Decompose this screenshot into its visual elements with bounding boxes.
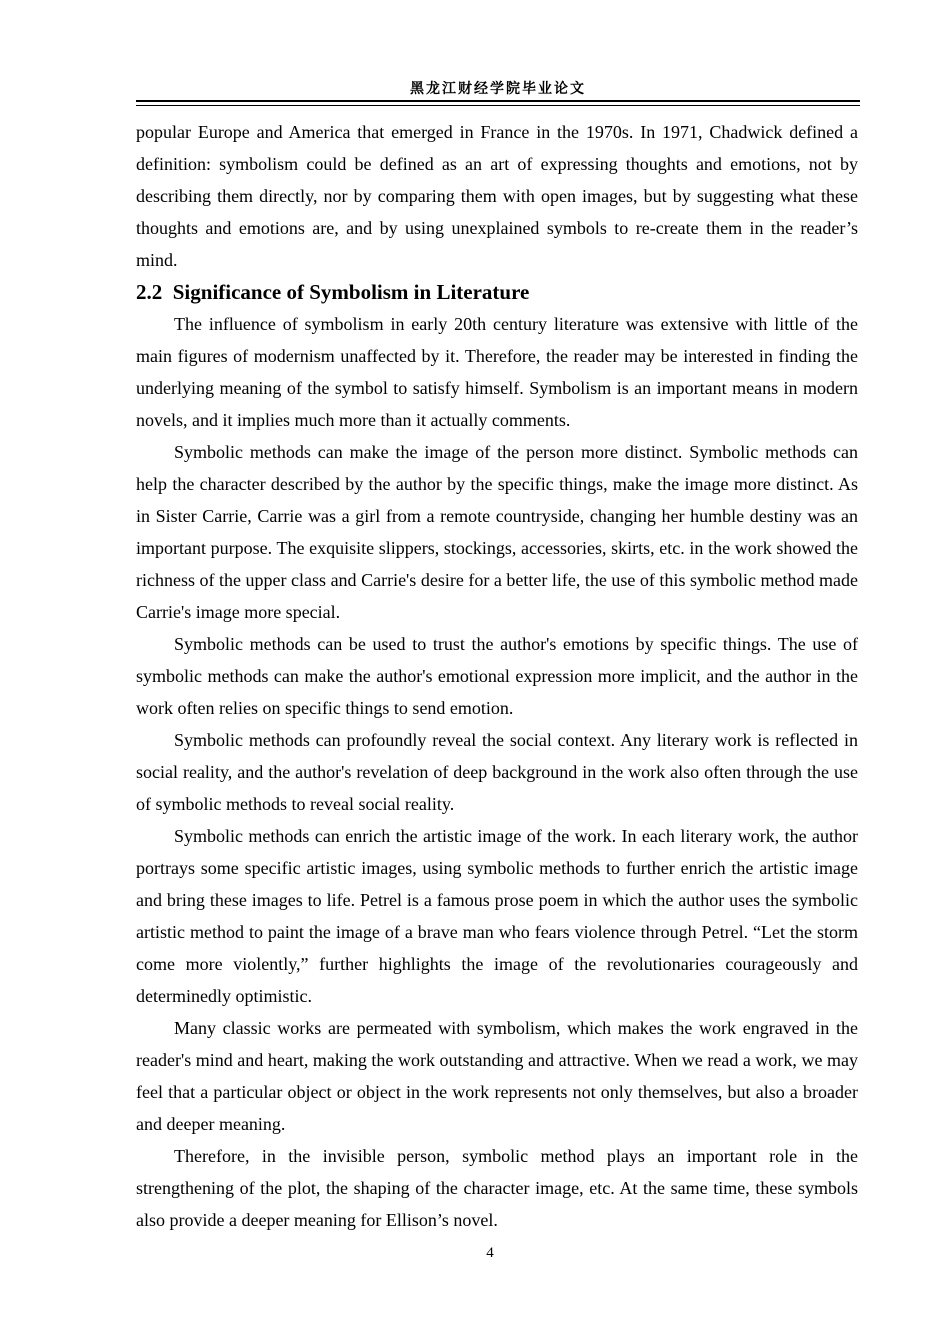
- body-paragraph: Many classic works are permeated with symbolism, which makes the work engraved in the reader's mind and heart, making the work outstanding and attractive. When we read a work, we may feel that a particular object or object in the work represents not only themselves, but also a broader and deeper meaning.: [136, 1018, 858, 1134]
- body-paragraph: Symbolic methods can enrich the artistic image of the work. In each literary work, the author portrays some specific artistic images, using symbolic methods to further enrich the artistic image and bring these images to life. Petrel is a famous prose poem in which the author uses the symbolic artistic method to paint the image of a brave man who fears violence through Petrel. “Let the storm come more violently,” further highlights the image of the revolutionaries courageously and determinedly optimistic.: [136, 826, 858, 1006]
- header-rule-thick: [136, 100, 860, 102]
- page-body: [136, 116, 858, 1236]
- body-paragraph: Symbolic methods can be used to trust the author's emotions by specific things. The use of symbolic methods can make the author's emotional expression more implicit, and the author in the work often relies on specific things to send emotion.: [136, 634, 858, 718]
- body-paragraph: Therefore, in the invisible person, symbolic method plays an important role in the strengthening of the plot, the shaping of the character image, etc. At the same time, these symbols also provide a deeper meaning for Ellison’s novel.: [136, 1146, 858, 1230]
- running-header: 黑龙江财经学院毕业论文: [410, 81, 586, 97]
- body-paragraph: The influence of symbolism in early 20th century literature was extensive with little of the main figures of modernism unaffected by it. Therefore, the reader may be interested in finding the underlying meaning of the symbol to satisfy himself. Symbolism is an important means in modern novels, and it implies much more than it actually comments.: [136, 314, 858, 430]
- header-rule-thin: [136, 105, 860, 106]
- section-heading: 2.2 Significance of Symbolism in Literature: [136, 280, 530, 304]
- continuation-paragraph: popular Europe and America that emerged in France in the 1970s. In 1971, Chadwick defined a definition: symbolism could be defined as an art of expressing thoughts and emotions, not by describing them directly, nor by comparing them with open images, but by suggesting what these thoughts and emotions are, and by using unexplained symbols to re-create them in the reader’s mind.: [136, 122, 858, 270]
- page-number: 4: [486, 1245, 494, 1261]
- body-paragraph: Symbolic methods can profoundly reveal the social context. Any literary work is reflected in social reality, and the author's revelation of deep background in the work also often through the use of symbolic methods to reveal social reality.: [136, 730, 858, 814]
- body-paragraph: Symbolic methods can make the image of the person more distinct. Symbolic methods can help the character described by the author by the specific things, make the image more distinct. As in Sister Carrie, Carrie was a girl from a remote countryside, changing her humble destiny was an important purpose. The exquisite slippers, stockings, accessories, skirts, etc. in the work showed the richness of the upper class and Carrie's desire for a better life, the use of this symbolic method made Carrie's image more special.: [136, 442, 858, 622]
